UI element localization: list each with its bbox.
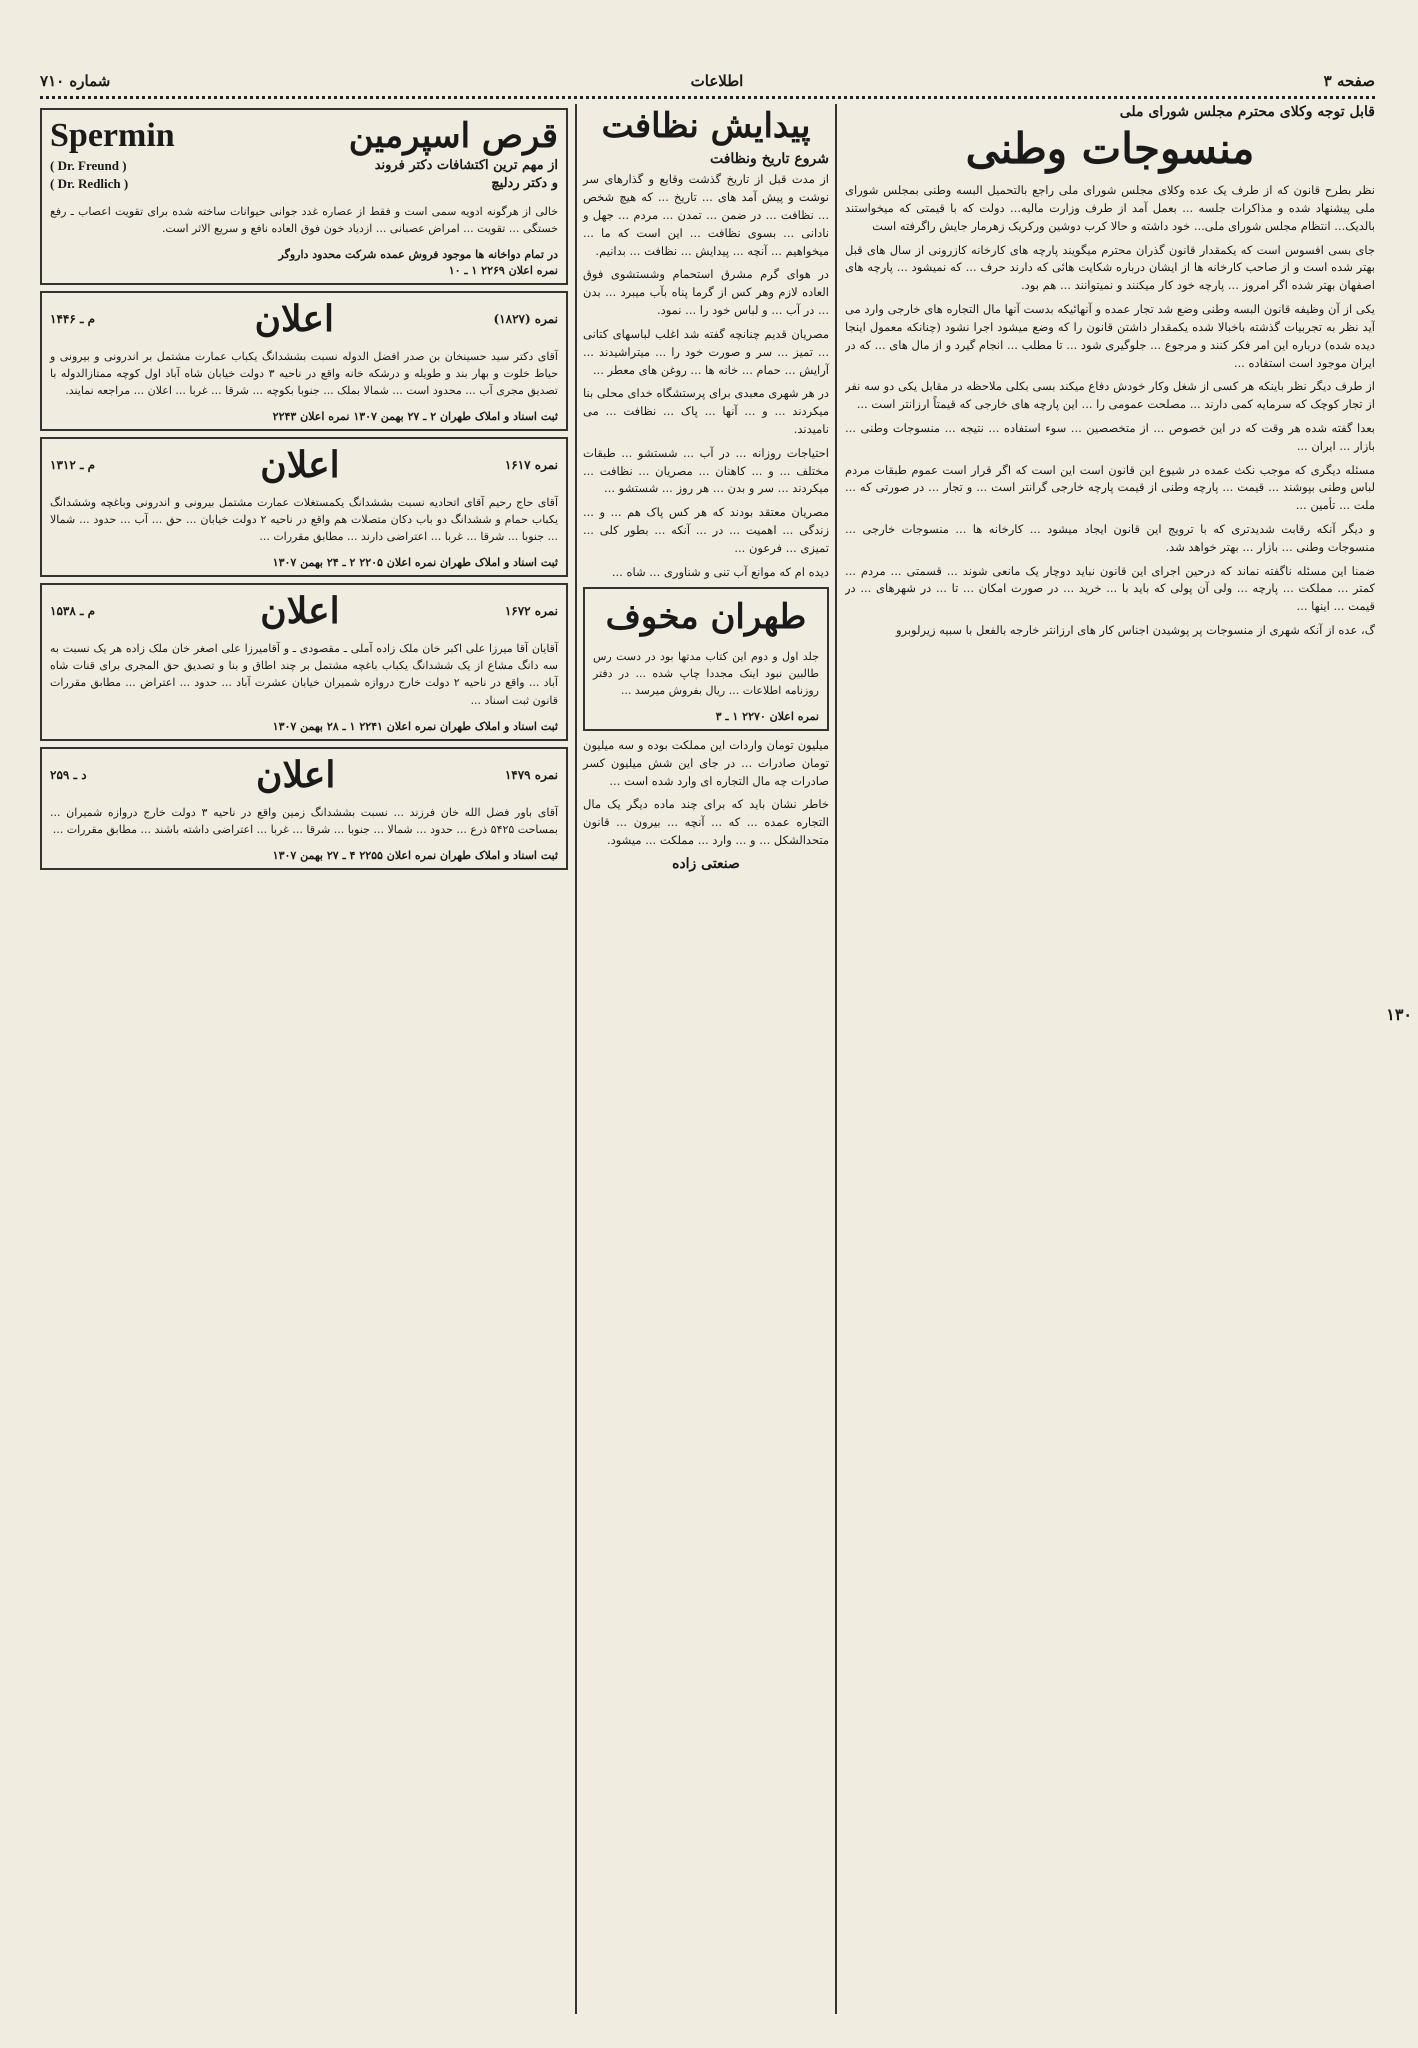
notice-number: نمره (۱۸۲۷) [493, 312, 558, 327]
article-paragraph: مسئله دیگری که موجب نکث عمده در شیوع این قانون است این است که اگر قرار است عموم طبقات مردم لباس وطنی بپوشند ... قیمت ... پارچه وطنی از قیمت پارچه خارجی گرانتر است ... و تجار ... در صورتی که ... ملت ... تأمین ... [845, 462, 1375, 513]
article-paragraph: نظر بطرح قانون که از طرف یک عده وکلای مجلس شورای ملی راجع بالتحمیل البسه وطنی بمجلس شورای ملی پیشنهاد شده و مذاکرات جلسه ... بعمل آمد از طرف وزارت مالیه... دولت که با قیمتی که میخواستند بالدیک... انتظام مجلس شورای ملی... خود داشته و حالا کرب دوشین ورکریک زهرمار جایش راگرفته است [845, 183, 1375, 233]
issue-number: شماره ۷۱۰ [40, 72, 111, 90]
notice-footer: ثبت اسناد و املاک طهران نمره اعلان ۲۲۵۵ ۴ ـ ۲۷ بهمن ۱۳۰۷ [272, 848, 558, 862]
notice-title: اعلان [260, 590, 340, 633]
notice-number: نمره ۱۶۷۲ [504, 604, 558, 619]
notice-code: د ـ ۲۵۹ [50, 767, 87, 782]
notice-code: م ـ ۱۵۳۸ [50, 604, 96, 619]
article-paragraph: مصریان معتقد بودند که هر کس پاک هم ... و ... زندگی ... اهمیت ... در ... آنکه ... بطور کلی ... تمیزی ... فرعون ... [583, 505, 829, 555]
book-ad-box [583, 587, 829, 731]
notice-title: اعلان [254, 298, 334, 341]
spermin-line2: و دکتر ردلیچ [491, 176, 558, 191]
article-paragraph: دیده ام که موانع آب تنی و شناوری ... شاه ... [611, 564, 829, 579]
notice-title: اعلان [260, 444, 340, 487]
notice-footer: ثبت اسناد و املاک طهران ۲ ـ ۲۷ بهمن ۱۳۰۷ نمره اعلان ۲۲۴۳ [272, 410, 558, 424]
legal-notice [40, 291, 568, 431]
article-paragraph: بعدا گفته شده هر وقت که در این خصوص ... از متخصصین ... سوء استفاده ... نتیجه ... منسوجات وطنی ... بازار ... ایران ... [845, 420, 1375, 453]
right-column [845, 104, 1375, 2014]
article-title-cleanliness: پیدایش نظافت [601, 106, 811, 146]
notice-body: آقای دکتر سید حسینخان بن صدر افضل الدوله نسبت بششدانگ یکباب عمارت مشتمل بر اندرونی و بیرونی و حیاط خلوت و بهار بند و طویله و درشکه خانه واقع در ناحیه ۳ دولت خیابان شاه آباد اول کوچه ممتازالدوله با تصدیق مجری آب ... محدود است ... شمالا بملک ... جنوبا بکوچه ... شرقا ... غربا ... اعلان ... مراجعه نمایند. [50, 350, 558, 398]
notice-body: آقای باور فضل الله خان فرزند ... نسبت بششدانگ زمین واقع در ناحیه ۳ دولت خارج دروازه شمیران ... بمساحت ۵۴۲۵ ذرع ... حدود ... شمالا ... جنوبا ... شرقا ... غربا ... اعتراضی داشته باشند ... مطابق مقررات ... [50, 805, 559, 836]
spermin-sales: در تمام دواخانه ها موجود فروش عمده شرکت محدود داروگر [278, 248, 558, 262]
article-paragraph: میلیون تومان واردات این مملکت بوده و سه میلیون تومان صادرات ... در جای این شش میلیون کسر صادرات چه مال التجاره ای وارد شده است ... [583, 737, 829, 788]
spermin-line1: از مهم ترین اکتشافات دکتر فروند [374, 158, 558, 173]
spermin-title-en: Spermin [50, 117, 175, 154]
author-signature: صنعتی زاده [672, 855, 740, 872]
book-ad-ref: نمره اعلان ۲۲۷۰ ۱ ـ ۳ [715, 709, 819, 723]
article-closing: گ، عده از آنکه شهری از منسوجات پر پوشیدن اجناس کار های ارزانتر خارجه بالفعل با سبیه زیرلوبرو [895, 623, 1375, 638]
book-ad-title: طهران مخوف [605, 597, 807, 638]
article-paragraph: در هر شهری معبدی برای پرستشگاه خدای محلی بنا میکردند ... و ... آنها ... پاک ... نظافت ... می نامیدند. [583, 386, 829, 436]
spermin-desc: خالی از هرگونه ادویه سمی است و فقط از عصاره غدد جوانی حیوانات ساخته شده برای تقویت اعصاب ـ رفع خستگی ... تقویت ... امراض عصبانی ... ازدیاد خون فوق العاده نافع و سریع الاثر است. [50, 205, 558, 236]
notice-footer: ثبت اسناد و املاک طهران نمره اعلان ۲۲۰۵ ۲ ـ ۲۴ بهمن ۱۳۰۷ [272, 556, 558, 570]
margin-number: ۱۳۰ [1386, 1005, 1412, 1024]
header-rule [40, 96, 1375, 99]
spermin-line2-en: ( Dr. Redlich ) [50, 176, 129, 191]
notice-line: قابل توجه وکلای محترم مجلس شورای ملی [1119, 104, 1375, 120]
page-header [40, 68, 1375, 94]
notice-code: م ـ ۱۴۴۶ [50, 312, 96, 327]
notice-code: م ـ ۱۳۱۲ [50, 458, 96, 473]
notice-body: آقایان آقا میرزا علی اکبر خان ملک زاده آملی ـ مقصودی ـ و آقامیرزا علی اصغر خان ملک زاده هر یک نسبت به سه دانگ مشاع از یک ششدانگ یکباب باغچه مشتمل بر چند اطاق و بنا و تصدیق حق المجری برای قنات شاه آباد ... واقع در ناحیه ۲ دولت خارج دروازه شمیران خیابان عشرت آباد ... حدود ... اعتراض ... مطابق مقررات قانون ثبت اسناد ... [50, 642, 558, 707]
legal-notice [40, 583, 568, 740]
notice-body: آقای حاج رحیم آقای اتحادیه نسبت بششدانگ یکمستغلات عمارت مشتمل بیرونی و اندرونی وباغچه وششدانگ یکباب حمام و ششدانگ دو باب دکان متصلات هم واقع در ناحیه ۲ دولت خیابان ... حق ... آب ... حدود ... شمالا ... جنوبا ... شرقا ... غربا ... اعتراضی دارند ... مطابق مقررات ... [50, 496, 559, 544]
article-paragraph: ضمنا این مسئله ناگفته نماند که درحین اجرای این قانون نباید دوچار یک مانعی شوند ... قسمتی ... مردم ... کمتر ... مملکت ... پارچه ... ولی آن پولی که باید با ... خرید ... در صورت امکان ... تا ... در شهرهای ... در قیمت ... اینها ... [845, 563, 1375, 614]
newspaper-name: اطلاعات [690, 72, 744, 90]
article-paragraph: در هوای گرم مشرق استحمام وشستشوی فوق العاده لازم وهر کس از گرما پناه بآب میبرد ... بدن ... در آب ... و لباس خود را ... نمود. [583, 267, 829, 318]
notice-title: اعلان [256, 753, 336, 796]
notice-footer: ثبت اسناد و املاک طهران نمره اعلان ۲۲۴۱ ۱ ـ ۲۸ بهمن ۱۳۰۷ [272, 719, 558, 733]
article-subhead: شروع تاریخ ونظافت [709, 151, 829, 168]
middle-column [575, 104, 837, 2014]
spermin-title-fa: قرص اسپرمین [348, 116, 558, 156]
article-paragraph: از مدت قبل از تاریخ گذشت وقایع و گذارهای سر نوشت و پیش آمد های ... تاریخ ... که هیچ شخص ... نظافت ... در ضمن ... تمدن ... مردم ... جهل و نادانی ... بسوی نظافت ... این است که ما ... میخواهیم ... آنچه ... پیدایش ... نظافت ... بدانیم. [583, 172, 829, 258]
article-paragraph: و دیگر آنکه رقابت شدیدتری که با ترویج این قانون ایجاد میشود ... کارخانه ها ... منسوجات خارجی ... منسوجات وطنی ... بازار ... بهتر خواهد شد. [845, 522, 1375, 554]
article-paragraph: مصریان قدیم چنانچه گفته شد اغلب لباسهای کتانی ... تمیز ... سر و صورت خود را ... میتراشیدند ... آرایش ... حمام ... خانه ها ... روغن های معطر ... [583, 326, 829, 377]
page-number: صفحه ۳ [1323, 72, 1375, 90]
notice-number: نمره ۱۶۱۷ [504, 458, 558, 473]
article-paragraph: خاطر نشان باید که برای چند ماده دیگر یک مال التجاره عمده ... که ... آنچه ... بیرون ... قانون متحدالشکل ... و ... وارد ... مملکت ... میشود. [583, 797, 829, 848]
spermin-ref: نمره اعلان ۲۲۶۹ ۱ ـ ۱۰ [448, 264, 558, 278]
article-paragraph: یکی از آن وظیفه قانون البسه وطنی وضع شد تجار عمده و آنهائیکه بدست آنها مال التجاره های خارجی وارد می آید نظر به تجربیات گذشته باخبالا شده یکمقدار داشتن قانون را که وضع میشود اجرا نشود (چنانکه معمول اینجا دیده شده) درباره این امر فکر کنند و مرجوع ... جلوگیری شود ... تا مطلب ... انجام گیرد و از مال های ... که در ایران موجود است استفاده ... [845, 302, 1375, 370]
spermin-line1-en: ( Dr. Freund ) [50, 158, 127, 173]
article-paragraph: از طرف دیگر نظر باینکه هر کسی از شغل وکار خودش دفاع میکند بسی بکلی ملاحظه در مقابل یکی دو سه نفر از تجار کوچک که سرمایه کمی دارند ... مصلحت عمومی را ... این پارچه های خارجی که قیمتاً ارزانتر است ... [845, 379, 1375, 412]
book-ad-text: جلد اول و دوم این کتاب مدتها بود در دست رس طالبین نبود اینک مجددا چاپ شده ... در دفتر روزنامه اطلاعات ... ریال بفروش میرسد ... [593, 649, 819, 697]
legal-notice [40, 437, 568, 577]
article-paragraph: احتیاجات روزانه ... در آب ... شستشو ... طبقات مختلف ... و ... کاهنان ... مصریان ... نظافت ... میکردند ... سر و بدن ... هر روز ... شستشو ... [583, 445, 829, 496]
article-title-domestic-textiles: منسوجات وطنی [965, 124, 1255, 173]
notice-number: نمره ۱۴۷۹ [504, 767, 558, 782]
left-column [40, 104, 568, 2014]
spermin-ad [40, 108, 568, 285]
legal-notice [40, 747, 568, 870]
article-paragraph: جای بسی افسوس است که یکمقدار قانون گذران محترم میگویند پارچه های کارخانه کازرونی از سال های قبل بهتر شده است و از صاحب کارخانه ها از ایشان درباره شکایت هائی که دارند حرف ... که نمیشود ... پارچه های اصفهان بهتر شده اگر امروز ... پارچه خود کار میکنند و نمیتوانند ... هم بود. [845, 242, 1375, 293]
